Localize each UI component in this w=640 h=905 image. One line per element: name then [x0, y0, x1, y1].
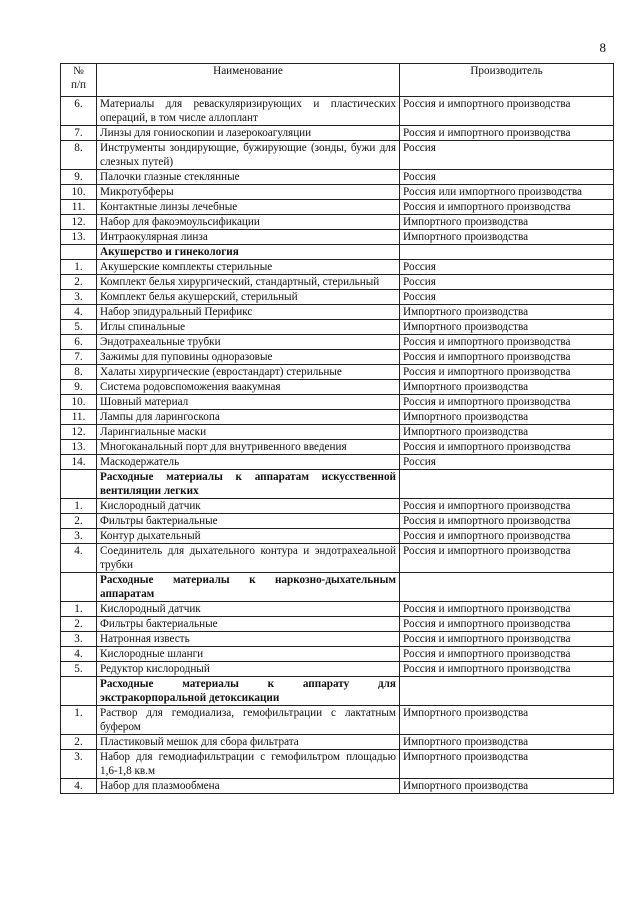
producer: Россия и импортного производства — [400, 97, 614, 126]
producer: Россия и импортного производства — [400, 617, 614, 632]
item-name: Линзы для гониоскопии и лазерокоагуляции — [97, 126, 400, 141]
item-name: Комплект белья хирургический, стандартный, стерильный — [97, 275, 400, 290]
table-row — [61, 141, 614, 170]
row-number: 4. — [61, 779, 97, 794]
item-name: Расходные материалы к аппарату для экстракорпоральной детоксикации — [97, 677, 400, 706]
table-row — [61, 185, 614, 200]
table-row — [61, 230, 614, 245]
item-name: Соединитель для дыхательного контура и эндотрахеальной трубки — [97, 544, 400, 573]
table-row — [61, 455, 614, 470]
document-table — [60, 63, 614, 794]
table-row — [61, 395, 614, 410]
table-row — [61, 215, 614, 230]
item-name: Комплект белья акушерский, стерильный — [97, 290, 400, 305]
row-number: 6. — [61, 335, 97, 350]
row-number — [61, 470, 97, 499]
table-row — [61, 735, 614, 750]
producer: Россия и импортного производства — [400, 365, 614, 380]
item-name: Набор для гемодиафильтрации с гемофильтром площадью 1,6-1,8 кв.м — [97, 750, 400, 779]
table-row — [61, 544, 614, 573]
table-row — [61, 290, 614, 305]
table-row — [61, 706, 614, 735]
item-name: Инструменты зондирующие, бужирующие (зонды, бужи для слезных путей) — [97, 141, 400, 170]
row-number: 9. — [61, 170, 97, 185]
item-name: Фильтры бактериальные — [97, 617, 400, 632]
producer: Россия и импортного производства — [400, 544, 614, 573]
item-name: Зажимы для пуповины одноразовые — [97, 350, 400, 365]
table-row — [61, 425, 614, 440]
item-name: Набор эпидуральный Перификс — [97, 305, 400, 320]
table-row — [61, 779, 614, 794]
header-producer: Производитель — [400, 64, 614, 97]
table-row — [61, 350, 614, 365]
item-name: Набор для факоэмоульсификации — [97, 215, 400, 230]
item-name: Фильтры бактериальные — [97, 514, 400, 529]
table-row — [61, 305, 614, 320]
producer: Россия и импортного производства — [400, 529, 614, 544]
row-number: 12. — [61, 215, 97, 230]
producer: Импортного производства — [400, 750, 614, 779]
item-name: Контур дыхательный — [97, 529, 400, 544]
table-row — [61, 380, 614, 395]
item-name: Раствор для гемодиализа, гемофильтрации с лактатным буфером — [97, 706, 400, 735]
row-number: 9. — [61, 380, 97, 395]
producer: Импортного производства — [400, 305, 614, 320]
producer: Россия и импортного производства — [400, 602, 614, 617]
producer: Россия и импортного производства — [400, 200, 614, 215]
producer — [400, 573, 614, 602]
item-name: Расходные материалы к наркозно-дыхательным аппаратам — [97, 573, 400, 602]
table-row — [61, 335, 614, 350]
producer: Россия и импортного производства — [400, 662, 614, 677]
row-number: 10. — [61, 185, 97, 200]
item-name: Маскодержатель — [97, 455, 400, 470]
table-row — [61, 320, 614, 335]
item-name: Микротубферы — [97, 185, 400, 200]
row-number: 5. — [61, 662, 97, 677]
producer: Россия и импортного производства — [400, 395, 614, 410]
table-row — [61, 170, 614, 185]
producer — [400, 677, 614, 706]
table-row — [61, 529, 614, 544]
producer: Импортного производства — [400, 779, 614, 794]
row-number: 1. — [61, 499, 97, 514]
producer: Россия и импортного производства — [400, 647, 614, 662]
page-number: 8 — [599, 40, 606, 55]
producer: Россия и импортного производства — [400, 514, 614, 529]
producer: Россия и импортного производства — [400, 350, 614, 365]
table-row — [61, 365, 614, 380]
row-number — [61, 677, 97, 706]
producer: Импортного производства — [400, 230, 614, 245]
item-name: Иглы спинальные — [97, 320, 400, 335]
item-name: Лампы для ларингоскопа — [97, 410, 400, 425]
row-number: 3. — [61, 290, 97, 305]
section-row — [61, 677, 614, 706]
producer: Импортного производства — [400, 380, 614, 395]
item-name: Кислородный датчик — [97, 602, 400, 617]
row-number: 2. — [61, 514, 97, 529]
header-name: Наименование — [97, 64, 400, 97]
item-name: Интраокулярная линза — [97, 230, 400, 245]
item-name: Набор для плазмообмена — [97, 779, 400, 794]
row-number: 11. — [61, 200, 97, 215]
producer: Россия и импортного производства — [400, 440, 614, 455]
row-number: 3. — [61, 529, 97, 544]
item-name: Эндотрахеальные трубки — [97, 335, 400, 350]
item-name: Шовный материал — [97, 395, 400, 410]
table-row — [61, 260, 614, 275]
producer: Импортного производства — [400, 425, 614, 440]
producer: Импортного производства — [400, 706, 614, 735]
producer: Россия — [400, 260, 614, 275]
row-number: 13. — [61, 230, 97, 245]
table-row — [61, 200, 614, 215]
producer: Импортного производства — [400, 320, 614, 335]
row-number — [61, 245, 97, 260]
producer: Россия и импортного производства — [400, 335, 614, 350]
table-body — [61, 97, 614, 794]
row-number: 8. — [61, 365, 97, 380]
producer: Россия и импортного производства — [400, 126, 614, 141]
header-num: № п/п — [61, 64, 97, 97]
table-row — [61, 647, 614, 662]
item-name: Кислородный датчик — [97, 499, 400, 514]
producer: Россия — [400, 275, 614, 290]
producer: Россия и импортного производства — [400, 632, 614, 647]
row-number: 2. — [61, 735, 97, 750]
producer: Импортного производства — [400, 215, 614, 230]
row-number: 6. — [61, 97, 97, 126]
row-number: 4. — [61, 647, 97, 662]
row-number: 8. — [61, 141, 97, 170]
table-row — [61, 514, 614, 529]
producer — [400, 245, 614, 260]
table-row — [61, 440, 614, 455]
table-row — [61, 602, 614, 617]
table-row — [61, 617, 614, 632]
section-row — [61, 573, 614, 602]
item-name: Многоканальный порт для внутривенного введения — [97, 440, 400, 455]
item-name: Акушерские комплекты стерильные — [97, 260, 400, 275]
table-row — [61, 275, 614, 290]
row-number: 3. — [61, 750, 97, 779]
item-name: Редуктор кислородный — [97, 662, 400, 677]
row-number: 4. — [61, 544, 97, 573]
row-number: 4. — [61, 305, 97, 320]
table-row — [61, 410, 614, 425]
item-name: Система родовспоможения ваакумная — [97, 380, 400, 395]
section-row — [61, 470, 614, 499]
item-name: Ларингиальные маски — [97, 425, 400, 440]
item-name: Палочки глазные стеклянные — [97, 170, 400, 185]
item-name: Материалы для реваскуляризирующих и пластических операций, в том числе аллоплант — [97, 97, 400, 126]
table-row — [61, 499, 614, 514]
producer: Импортного производства — [400, 735, 614, 750]
producer — [400, 470, 614, 499]
table-row — [61, 97, 614, 126]
item-name: Расходные материалы к аппаратам искусственной вентиляции легких — [97, 470, 400, 499]
row-number: 2. — [61, 617, 97, 632]
producer: Россия — [400, 141, 614, 170]
table-row — [61, 662, 614, 677]
row-number: 5. — [61, 320, 97, 335]
producer: Россия — [400, 455, 614, 470]
row-number: 1. — [61, 260, 97, 275]
producer: Россия — [400, 290, 614, 305]
producer: Россия и импортного производства — [400, 499, 614, 514]
row-number: 1. — [61, 602, 97, 617]
item-name: Пластиковый мешок для сбора фильтрата — [97, 735, 400, 750]
table-row — [61, 750, 614, 779]
producer: Россия — [400, 170, 614, 185]
row-number: 7. — [61, 350, 97, 365]
row-number: 1. — [61, 706, 97, 735]
row-number: 11. — [61, 410, 97, 425]
item-name: Контактные линзы лечебные — [97, 200, 400, 215]
item-name: Натронная известь — [97, 632, 400, 647]
table-row — [61, 632, 614, 647]
producer: Импортного производства — [400, 410, 614, 425]
row-number: 12. — [61, 425, 97, 440]
row-number: 3. — [61, 632, 97, 647]
row-number: 7. — [61, 126, 97, 141]
row-number: 14. — [61, 455, 97, 470]
table-header-row — [61, 64, 614, 97]
item-name: Кислородные шланги — [97, 647, 400, 662]
row-number: 13. — [61, 440, 97, 455]
item-name: Халаты хирургические (евростандарт) стерильные — [97, 365, 400, 380]
row-number — [61, 573, 97, 602]
row-number: 10. — [61, 395, 97, 410]
producer: Россия или импортного производства — [400, 185, 614, 200]
table-row — [61, 126, 614, 141]
section-row — [61, 245, 614, 260]
item-name: Акушерство и гинекология — [97, 245, 400, 260]
row-number: 2. — [61, 275, 97, 290]
